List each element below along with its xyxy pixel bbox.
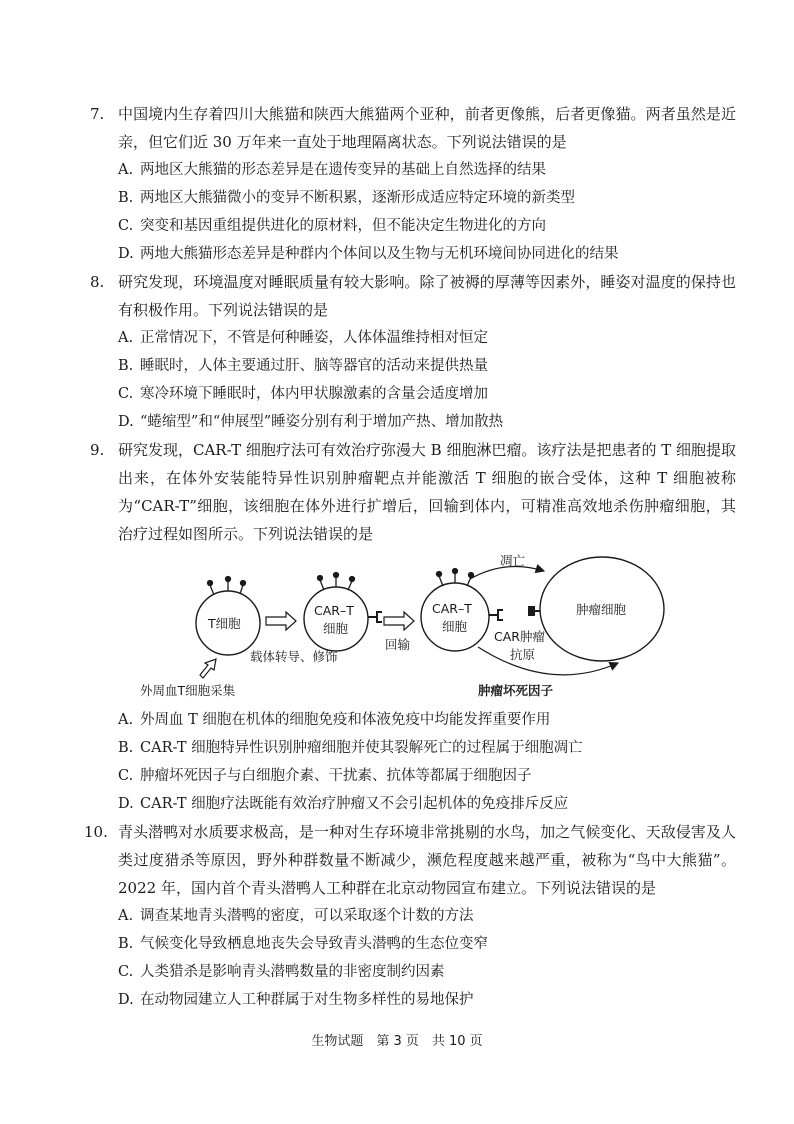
cart-cell-label-1: CAR–T [432, 601, 472, 616]
t-cell-label: T细胞 [208, 616, 241, 631]
question-number: 10. [84, 823, 108, 841]
double-arrow-icon [266, 612, 296, 630]
question-9 [90, 436, 737, 548]
option-a: A. 调查某地青头潜鸭的密度，可以采取逐个计数的方法 [118, 908, 474, 924]
option-b: B. 两地区大熊猫微小的变异不断积累，逐渐形成适应特定环境的新类型 [118, 190, 575, 206]
tumor-antigen-icon [529, 607, 540, 615]
collect-label: 外周血T细胞采集 [140, 683, 236, 698]
question-8 [90, 268, 736, 324]
option-b: B. 睡眠时，人体主要通过肝、脑等器官的活动来提供热量 [118, 358, 488, 374]
page-footer: 生物试题 第 3 页 共 10 页 [311, 1034, 483, 1049]
option-d: D. 两地大熊猫形态差异是种群内个体间以及生物与无机环境间协同进化的结果 [118, 246, 619, 262]
option-d: D. “蜷缩型”和“伸展型”睡姿分别有利于增加产热、增加散热 [118, 414, 504, 430]
car-receptor-icon [368, 612, 382, 622]
antigen-label-1: CAR肿瘤 [494, 629, 545, 644]
receptor-icon [208, 577, 246, 596]
diagram-svg [130, 545, 690, 705]
question-number: 9. [90, 441, 105, 459]
antigen-label-2: 抗原 [510, 647, 536, 662]
question-number: 7. [90, 105, 105, 123]
collect-arrow-icon [200, 659, 216, 678]
double-arrow-icon [384, 612, 414, 630]
vector-label: 载体转导、修饰 [250, 649, 338, 664]
option-d: D. 在动物园建立人工种群属于对生物多样性的易地保护 [118, 992, 474, 1008]
option-b: B. 气候变化导致栖息地丧失会导致青头潜鸭的生态位变窄 [118, 936, 488, 952]
tumor-cell-label: 肿瘤细胞 [576, 602, 627, 617]
apoptosis-arrow [470, 567, 544, 580]
cart-therapy-diagram [130, 545, 690, 705]
question-stem: 青头潜鸭对水质要求极高，是一种对生存环境非常挑剔的水鸟，加之气候变化、天敌侵害及人类过度猎杀等原因，野外种群数量不断减少，濒危程度越来越严重，被称为“鸟中大熊猫”。2022 年，国内首个青头潜鸭人工种群在北京动物园宣布建立。下列说法错误的是 [118, 823, 736, 897]
reinfuse-label: 回输 [385, 637, 411, 652]
question-stem: 中国境内生存着四川大熊猫和陕西大熊猫两个亚种，前者更像熊，后者更像猫。两者虽然是近亲，但它们近 30 万年来一直处于地理隔离状态。下列说法错误的是 [118, 105, 736, 151]
option-c: C. 人类猎杀是影响青头潜鸭数量的非密度制约因素 [118, 964, 445, 980]
cart-cell-circle [304, 587, 368, 651]
option-b: B. CAR-T 细胞特异性识别肿瘤细胞并使其裂解死亡的过程属于细胞凋亡 [118, 740, 583, 756]
question-7 [90, 100, 736, 156]
tnf-label: 肿瘤坏死因子 [478, 683, 554, 698]
question-stem: 研究发现，环境温度对睡眠质量有较大影响。除了被褥的厚薄等因素外，睡姿对温度的保持也有积极作用。下列说法错误的是 [118, 273, 736, 319]
option-c: C. 突变和基因重组提供进化的原材料，但不能决定生物进化的方向 [118, 218, 546, 234]
question-10 [84, 818, 736, 902]
question-stem: 研究发现，CAR-T 细胞疗法可有效治疗弥漫大 B 细胞淋巴瘤。该疗法是把患者的 T 细胞提取出来，在体外安装能特异性识别肿瘤靶点并能激活 T 细胞的嵌合受体，这种 T 细胞被称为“CAR-T”细胞，该细胞在体外进行扩增后，回输到体内，可精准高效地杀伤肿瘤细胞，其治疗过程如图所示。下列说法错误的是 [118, 441, 737, 543]
cart-cell-label-2: 细胞 [323, 621, 349, 636]
cart-cell-circle [421, 583, 489, 651]
cart-cell-label-1: CAR–T [314, 603, 354, 618]
question-number: 8. [90, 273, 105, 291]
car-receptor-icon [489, 610, 503, 620]
option-a: A. 两地区大熊猫的形态差异是在遗传变异的基础上自然选择的结果 [118, 162, 546, 178]
apoptosis-label: 凋亡 [500, 553, 526, 568]
cart-cell-label-2: 细胞 [442, 619, 468, 634]
option-a: A. 外周血 T 细胞在机体的细胞免疫和体液免疫中均能发挥重要作用 [118, 712, 551, 728]
option-d: D. CAR-T 细胞疗法既能有效治疗肿瘤又不会引起机体的免疫排斥反应 [118, 796, 569, 812]
option-c: C. 寒冷环境下睡眠时，体内甲状腺激素的含量会适度增加 [118, 386, 488, 402]
option-a: A. 正常情况下，不管是何种睡姿，人体体温维持相对恒定 [118, 330, 488, 346]
option-c: C. 肿瘤坏死因子与白细胞介素、干扰素、抗体等都属于细胞因子 [118, 768, 532, 784]
